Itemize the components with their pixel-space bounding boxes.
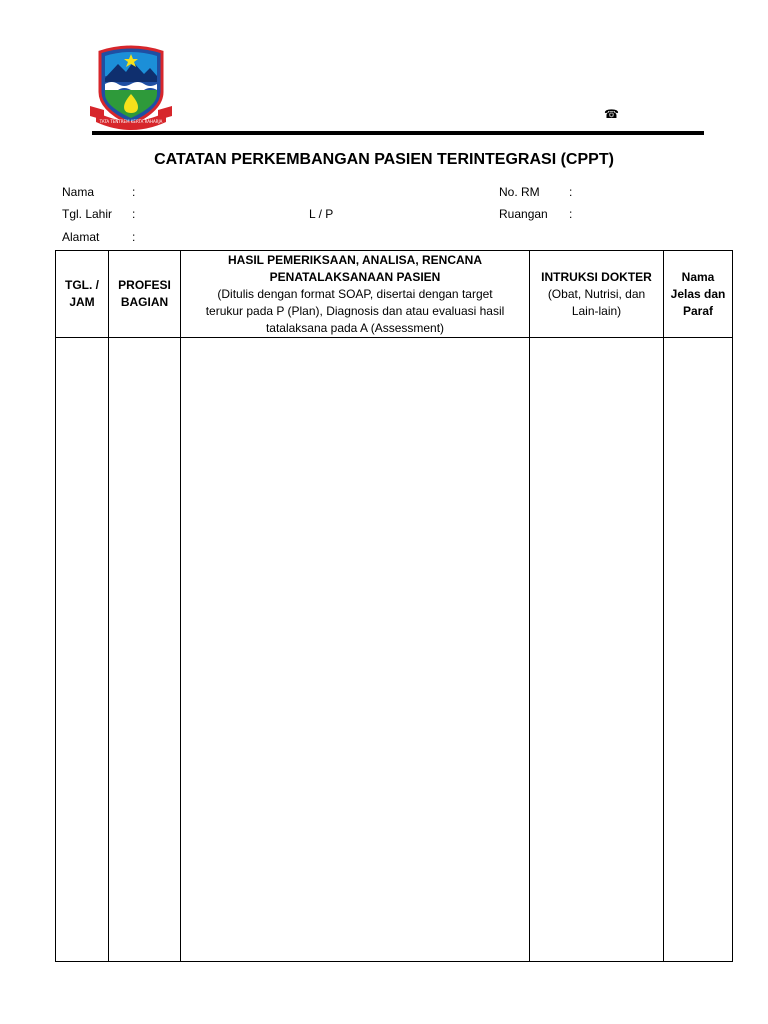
regency-emblem-logo [88, 44, 174, 130]
phone-icon: ☎ [604, 107, 619, 121]
ruangan-field[interactable]: : [569, 207, 573, 221]
tgl-lahir-label: Tgl. Lahir [62, 207, 113, 221]
header-line: JAM [69, 295, 95, 309]
nama-field[interactable]: : [132, 185, 136, 199]
alamat-field[interactable]: : [132, 230, 136, 244]
header-note-line: (Ditulis dengan format SOAP, disertai dengan target [217, 286, 493, 301]
header-line: BAGIAN [120, 295, 169, 309]
column-header-profesi [109, 251, 180, 337]
column-header-tgl-jam [56, 251, 108, 337]
no-rm-label: No. RM [499, 185, 540, 199]
header-note-line: tatalaksana pada A (Assessment) [265, 320, 445, 335]
header-line: HASIL PEMERIKSAAN, ANALISA, RENCANA [227, 252, 482, 267]
header-note-line: Lain-lain) [571, 303, 622, 318]
nama-label: Nama [62, 185, 95, 199]
column-divider [663, 251, 664, 961]
tgl-lahir-field[interactable]: : [132, 207, 136, 221]
logo-motto: TATA TENTREM KERTA RAHARJA [99, 119, 163, 124]
column-divider [529, 251, 530, 961]
header-note-line: (Obat, Nutrisi, dan [547, 286, 646, 301]
header-line: Nama [681, 269, 715, 284]
header-line: Paraf [682, 303, 714, 318]
column-header-nama-paraf [664, 251, 732, 337]
column-header-hasil-pemeriksaan [181, 251, 529, 337]
gender-field[interactable]: L / P [309, 207, 334, 221]
header-line: Jelas dan [670, 286, 726, 301]
no-rm-field[interactable]: : [569, 185, 573, 199]
header-line: TGL. / [65, 278, 99, 292]
cppt-table [55, 250, 733, 962]
alamat-label: Alamat [62, 230, 100, 244]
column-header-instruksi-dokter [530, 251, 663, 337]
header-line: PROFESI [118, 278, 171, 292]
header-note-line: terukur pada P (Plan), Diagnosis dan atau evaluasi hasil [205, 303, 505, 318]
ruangan-label: Ruangan [499, 207, 548, 221]
header-line: INTRUKSI DOKTER [541, 269, 652, 284]
header-line: PENATALAKSANAAN PASIEN [269, 269, 441, 284]
header-divider [56, 337, 732, 338]
column-divider [108, 251, 109, 961]
header-rule [92, 131, 704, 135]
form-title: CATATAN PERKEMBANGAN PASIEN TERINTEGRASI (CPPT) [154, 151, 614, 168]
column-divider [180, 251, 181, 961]
